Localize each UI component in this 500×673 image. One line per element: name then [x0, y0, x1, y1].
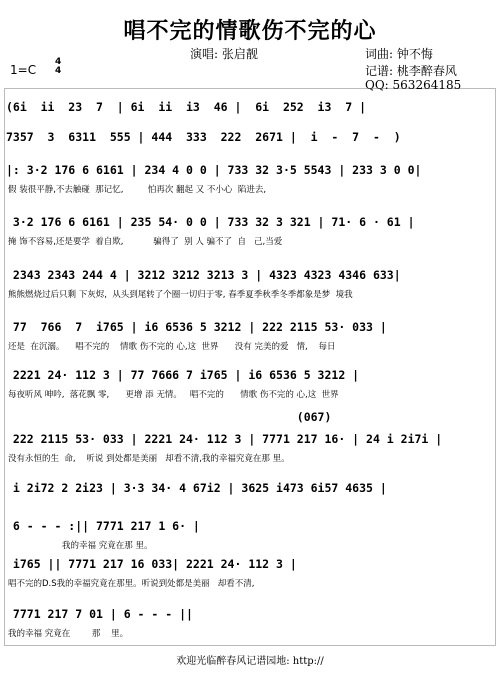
- lyric-line: 还是 在沉溺。 唱不完的 情歌 伤不完的 心,这 世界 没有 完美的爱 情, 每日: [8, 342, 336, 352]
- lyric-line: 没有永恒的生 命, 听说 到处都是美丽 却看不清,我的幸福究竟在那 里。: [8, 454, 290, 464]
- singer-credit: 演唱: 张启靓: [190, 47, 258, 61]
- notation-line: (067): [6, 410, 332, 424]
- lyric-line: 我的幸福 究竟在那 里。: [8, 541, 153, 551]
- lyric-line: 熊熊燃烧过后只剩 下灰烬, 从头到尾转了个圈一切归于零, 春季夏季秋季冬季都象是梦 境我: [8, 290, 353, 300]
- notation-line: 7357 3 6311 555 | 444 333 222 2671 | i - 7 - ): [6, 130, 401, 144]
- song-title: 唱不完的情歌伤不完的心: [123, 18, 377, 44]
- time-signature: [55, 58, 61, 76]
- notation-line: 222 2115 53· 033 | 2221 24· 112 3 | 7771 217 16· | 24 i 2i7i |: [6, 432, 443, 446]
- notation-line: 2221 24· 112 3 | 77 7666 7 i765 | i6 6536 5 3212 |: [6, 368, 360, 382]
- lyric-line: 我的幸福 究竟在 那 里。: [8, 629, 129, 639]
- notation-line: 77 766 7 i765 | i6 6536 5 3212 | 222 2115 53· 033 |: [6, 320, 387, 334]
- lyric-line: 唱不完的D.S我的幸福究竟在那里。听说到处都是美丽 却看不清,: [8, 579, 255, 589]
- composer-credit: 词曲: 钟不悔: [365, 47, 433, 61]
- notation-line: (6i ii 23 7 | 6i ii i3 46 | 6i 252 i3 7 |: [6, 100, 367, 114]
- time-signature-top: 4: [55, 57, 62, 67]
- transcriber-credit: 记谱: 桃李醉春风: [365, 64, 457, 78]
- key-signature: 1=C: [10, 63, 37, 77]
- lyric-line: 假 装很平静,不去触碰 那记忆, 怕再次 翻起 又 不小心 陷进去,: [8, 185, 267, 195]
- qq-contact: QQ: 563264185: [365, 78, 462, 92]
- notation-line: 2343 2343 244 4 | 3212 3212 3213 3 | 4323 4323 4346 633|: [6, 268, 401, 282]
- notation-line: i 2i72 2 2i23 | 3·3 34· 4 67i2 | 3625 i473 6i57 4635 |: [6, 481, 387, 495]
- notation-line: |: 3·2 176 6 6161 | 234 4 0 0 | 733 32 3·5 5543 | 233 3 0 0|: [6, 163, 422, 177]
- notation-line: 7771 217 7 01 | 6 - - - ||: [6, 607, 193, 621]
- notation-line: 3·2 176 6 6161 | 235 54· 0 0 | 733 32 3 321 | 71· 6 · 61 |: [6, 215, 415, 229]
- footer-text: 欢迎光临醉春风记谱园地: http://: [176, 656, 324, 667]
- notation-line: i765 || 7771 217 16 033| 2221 24· 112 3 |: [6, 557, 297, 571]
- lyric-line: 每夜听风 呻吟, 落花飘 零, 更增 添 无情。 唱不完的 情歌 伤不完的 心,这 世界: [8, 390, 339, 400]
- lyric-line: 掩 饰不容易,还是要学 着自欺, 骗得了 别 人 骗不了 自 己,当爱: [8, 237, 283, 247]
- notation-line: 6 - - - :|| 7771 217 1 6· |: [6, 519, 200, 533]
- time-signature-bottom: 4: [55, 66, 62, 76]
